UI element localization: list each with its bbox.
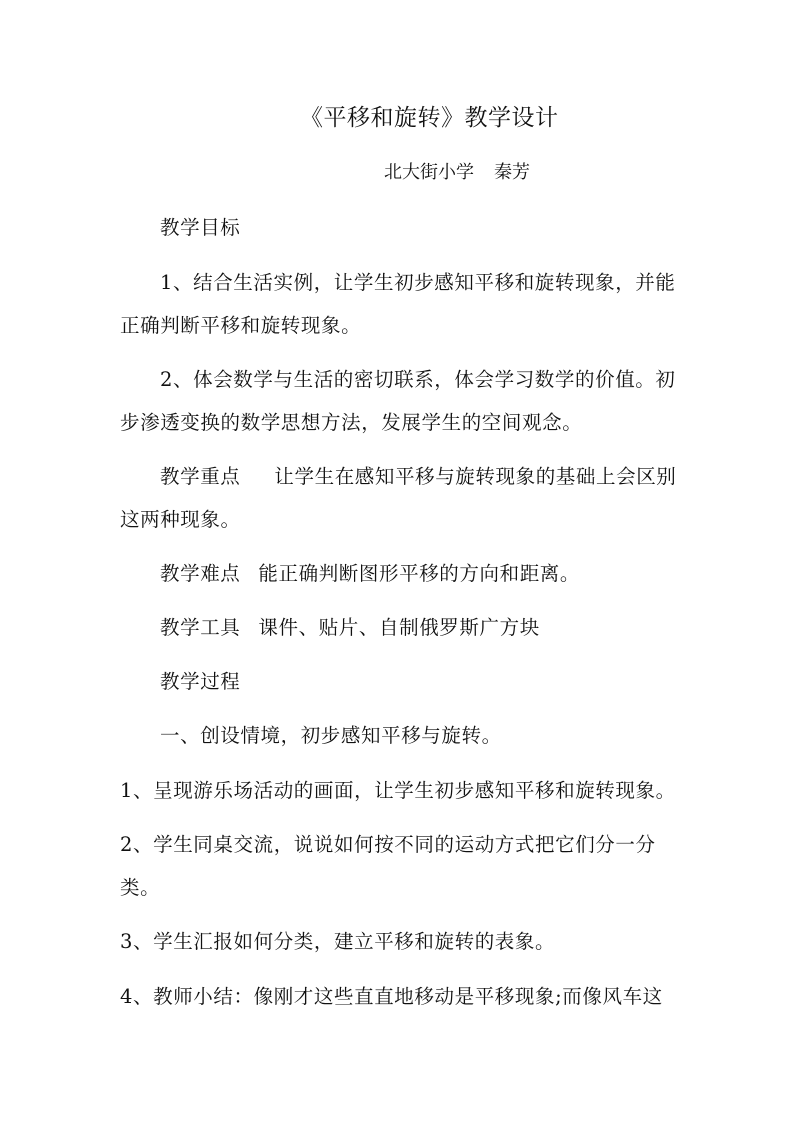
process-step-3: 3、学生汇报如何分类，建立平移和旋转的表象。 [120,930,556,953]
author-line [384,160,530,186]
tools-line [160,615,680,641]
objective-2-line-1: 2、体会数学与生活的密切联系，体会学习数学的价值。初 [160,368,676,391]
process-step-2-line-2: 类。 [120,876,161,899]
process-step-4: 4、教师小结：像刚才这些直直地移动是平移现象;而像风车这 [120,985,663,1008]
objective-1-line-2: 正确判断平移和旋转现象。 [120,314,362,337]
author-school: 北大街小学 [384,162,474,183]
key-point-line-2: 这两种现象。 [120,508,241,531]
author-name: 秦芳 [494,162,530,183]
process-heading: 教学过程 [160,670,241,693]
document-title: 《平移和旋转》教学设计 [300,105,559,131]
process-section-1: 一、创设情境，初步感知平移与旋转。 [160,724,502,747]
objective-1-line-1: 1、结合生活实例，让学生初步感知平移和旋转现象，并能 [160,271,676,294]
difficulty-line [160,561,680,587]
key-point-text: 让学生在感知平移与旋转现象的基础上会区别 [274,465,677,488]
process-step-1: 1、呈现游乐场活动的画面，让学生初步感知平移和旋转现象。 [120,779,676,802]
objectives-heading: 教学目标 [160,216,241,239]
difficulty-label: 教学难点 [160,562,241,585]
process-step-2-line-1: 2、学生同桌交流，说说如何按不同的运动方式把它们分一分 [120,833,656,856]
key-point-line-1 [160,464,680,490]
objective-2-line-2: 步渗透变换的数学思想方法，发展学生的空间观念。 [120,411,583,434]
tools-label: 教学工具 [160,616,241,639]
tools-text: 课件、贴片、自制俄罗斯广方块 [258,616,540,639]
key-point-label: 教学重点 [160,465,241,488]
difficulty-text: 能正确判断图形平移的方向和距离。 [258,562,581,585]
